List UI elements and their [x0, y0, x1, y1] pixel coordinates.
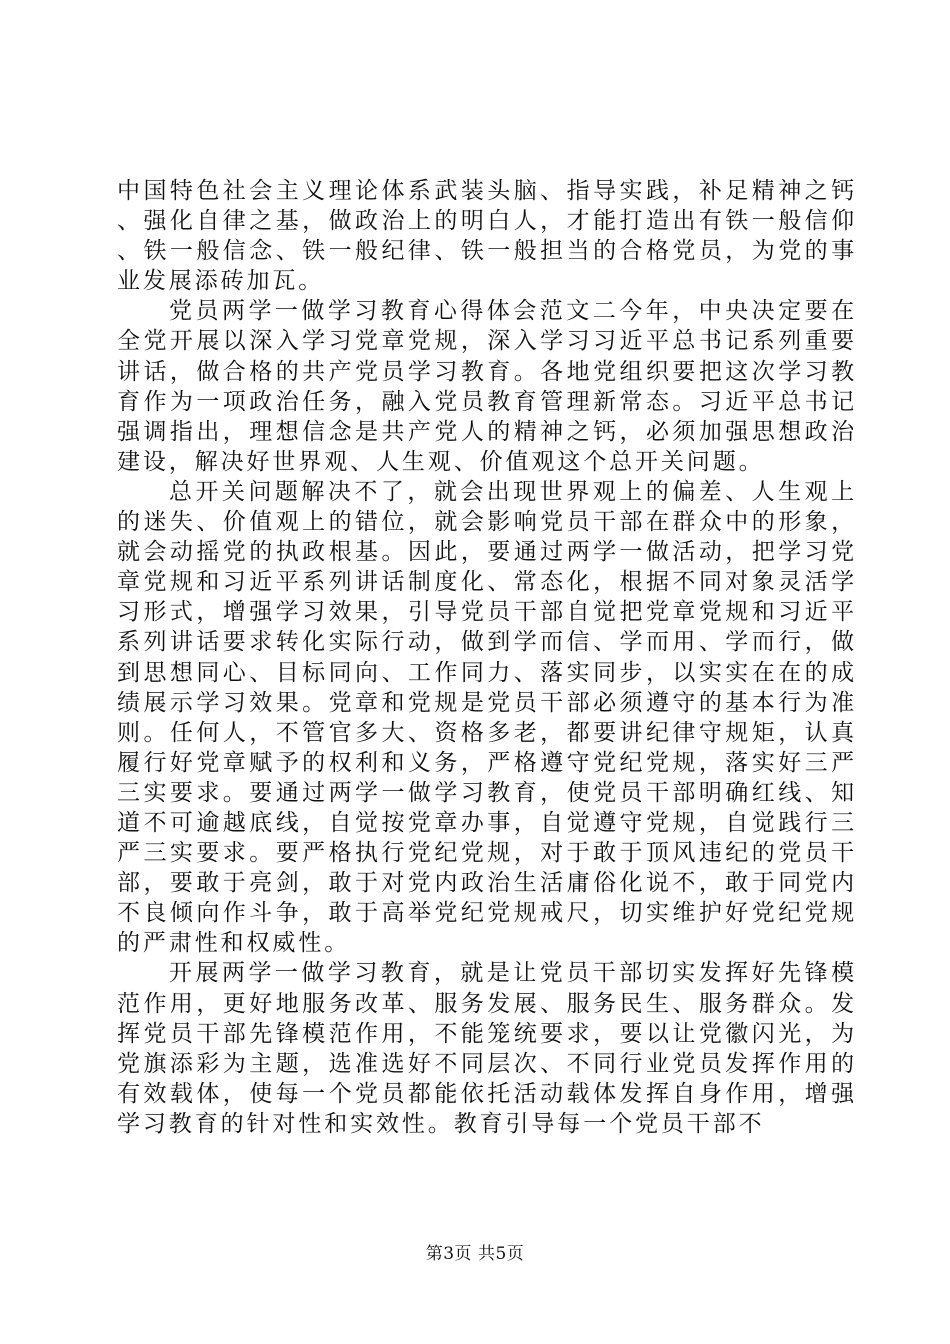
document-body: [117, 176, 857, 1139]
page-number-footer: 第3页 共5页: [425, 1244, 525, 1264]
paragraph: 党员两学一做学习教育心得体会范文二今年，中央决定要在全党开展以深入学习党章党规，深入学习习近平总书记系列重要讲话，做合格的共产党员学习教育。各地党组织要把这次学习教育作为一项政治任务，融入党员教育管理新常态。习近平总书记强调指出，理想信念是共产党人的精神之钙，必须加强思想政治建设，解决好世界观、人生观、价值观这个总开关问题。: [117, 298, 857, 475]
paragraph-continuation: 中国特色社会主义理论体系武装头脑、指导实践，补足精神之钙、强化自律之基，做政治上的明白人，才能打造出有铁一般信仰、铁一般信念、铁一般纪律、铁一般担当的合格党员，为党的事业发展添砖加瓦。: [117, 178, 857, 295]
paragraph: 开展两学一做学习教育，就是让党员干部切实发挥好先锋模范作用，更好地服务改革、服务发展、服务民生、服务群众。发挥党员干部先锋模范作用，不能笼统要求，要以让党徽闪光，为党旗添彩为主题，选准选好不同层次、不同行业党员发挥作用的有效载体，使每一个党员都能依托活动载体发挥自身作用，增强学习教育的针对性和实效性。教育引导每一个党员干部不: [117, 960, 857, 1137]
paragraph: 总开关问题解决不了，就会出现世界观上的偏差、人生观上的迷失、价值观上的错位，就会影响党员干部在群众中的形象，就会动摇党的执政根基。因此，要通过两学一做活动，把学习党章党规和习近平系列讲话制度化、常态化，根据不同对象灵活学习形式，增强学习效果，引导党员干部自觉把党章党规和习近平系列讲话要求转化实际行动，做到学而信、学而用、学而行，做到思想同心、目标同向、工作同力、落实同步，以实实在在的成绩展示学习效果。党章和党规是党员干部必须遵守的基本行为准则。任何人，不管官多大、资格多老，都要讲纪律守规矩，认真履行好党章赋予的权利和义务，严格遵守党纪党规，落实好三严三实要求。要通过两学一做学习教育，使党员干部明确红线、知道不可逾越底线，自觉按党章办事，自觉遵守党规，自觉践行三严三实要求。要严格执行党纪党规，对于敢于顶风违纪的党员干部，要敢于亮剑，敢于对党内政治生活庸俗化说不，敢于同党内不良倾向作斗争，敢于高举党纪党规戒尺，切实维护好党纪党规的严肃性和权威性。: [117, 478, 857, 957]
